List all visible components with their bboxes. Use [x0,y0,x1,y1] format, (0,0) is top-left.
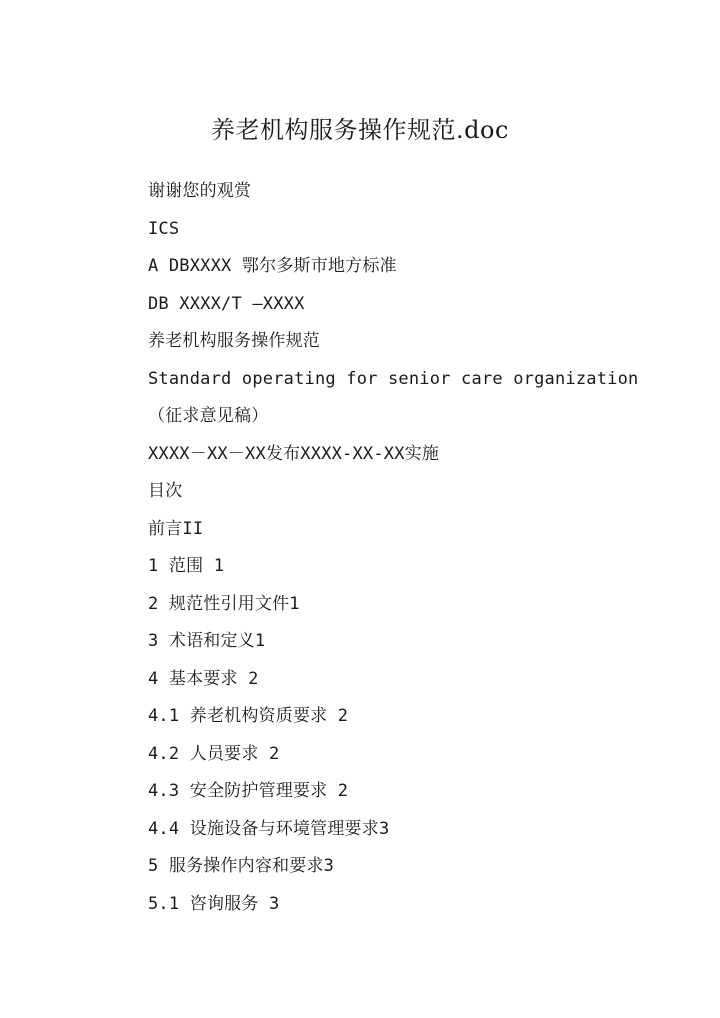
toc-item: 1 范围 1 [148,556,225,576]
body-line: 谢谢您的观赏 [148,181,252,201]
toc-item: 3 术语和定义1 [148,631,266,651]
toc-item: 4.4 设施设备与环境管理要求3 [148,818,390,839]
body-line: ICS [148,218,180,239]
body-line: A DBXXXX 鄂尔多斯市地方标准 [148,256,397,276]
toc-item: 4 基本要求 2 [148,668,259,689]
toc-item: 4.2 人员要求 2 [148,743,280,764]
toc-item: 2 规范性引用文件1 [148,593,300,614]
toc-item: 5.1 咨询服务 3 [148,893,280,914]
document-body [148,176,688,926]
toc-item: 前言II [148,518,204,539]
body-line: （征求意见稿） [148,406,269,426]
document-title: 养老机构服务操作规范.doc [211,116,509,144]
toc-item: 4.1 养老机构资质要求 2 [148,706,349,726]
toc-heading: 目次 [148,481,183,501]
body-line: XXXX－XX－XX发布XXXX-XX-XX实施 [148,443,440,464]
body-line: Standard operating for senior care organization [148,368,639,389]
body-line: 养老机构服务操作规范 [148,331,320,351]
toc-item: 4.3 安全防护管理要求 2 [148,781,349,801]
toc-item: 5 服务操作内容和要求3 [148,856,335,876]
body-line: DB XXXX/T —XXXX [148,293,305,314]
